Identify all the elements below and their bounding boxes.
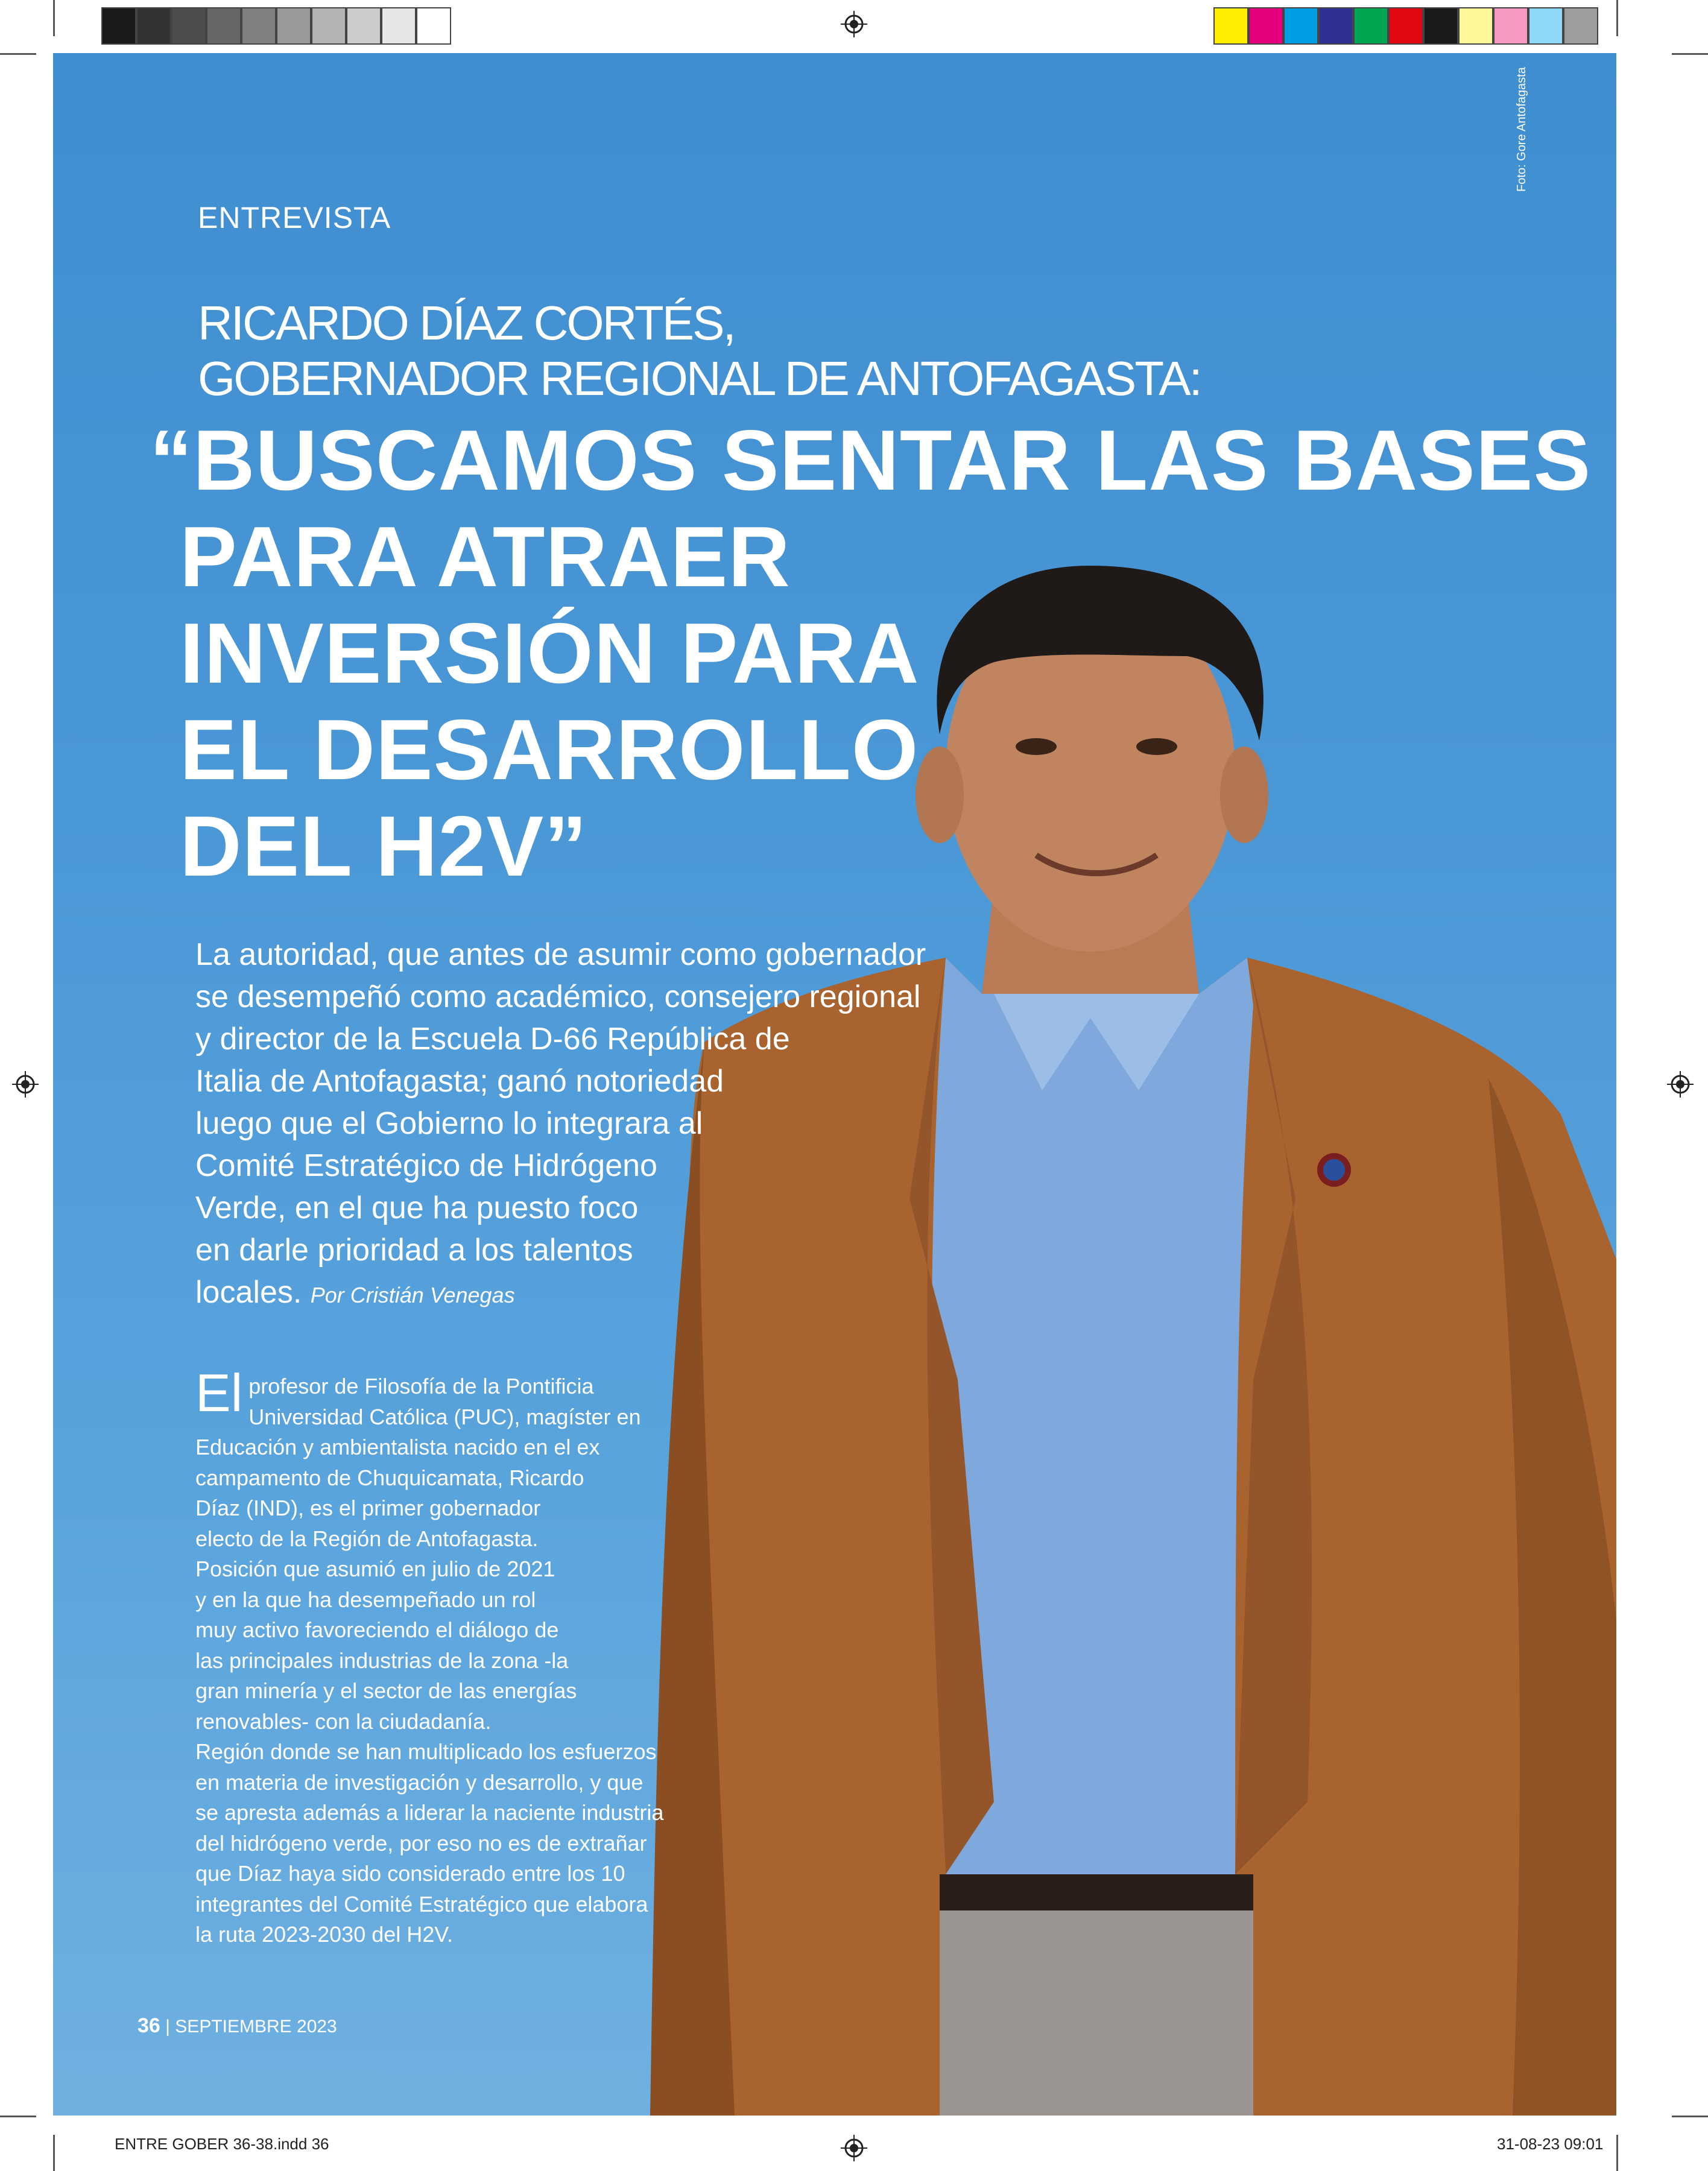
interviewee-title: GOBERNADOR REGIONAL DE ANTOFAGASTA:: [198, 352, 1201, 405]
lead-line: en darle prioridad a los talentos: [195, 1233, 633, 1268]
crop-mark: [1672, 53, 1708, 55]
headline-line: EL DESARROLLO: [180, 702, 919, 798]
body-line: Región donde se han multiplicado los esfuerzos: [195, 1739, 657, 1764]
color-swatch: [346, 7, 381, 45]
body-line: Díaz (IND), es el primer gobernador: [195, 1496, 541, 1520]
body-line: y en la que ha desempeñado un rol: [195, 1587, 536, 1612]
color-swatch: [1528, 7, 1563, 45]
lead-line: se desempeñó como académico, consejero regional: [195, 979, 921, 1014]
body-line: profesor de Filosofía de la Pontificia: [248, 1374, 594, 1398]
lead-line: Comité Estratégico de Hidrógeno: [195, 1148, 657, 1183]
color-swatch: [101, 7, 136, 45]
lead-line-text: locales.: [195, 1275, 302, 1310]
color-swatch: [136, 7, 171, 45]
color-swatch: [206, 7, 241, 45]
photo-credit: Foto: Gore Antofagasta: [1515, 67, 1528, 192]
crop-mark: [53, 2135, 55, 2171]
byline: Por Cristián Venegas: [310, 1283, 515, 1307]
color-swatch: [1318, 7, 1353, 45]
color-swatch: [1423, 7, 1458, 45]
body-line: la ruta 2023-2030 del H2V.: [195, 1922, 453, 1947]
color-swatch: [171, 7, 206, 45]
lead-line: Verde, en el que ha puesto foco: [195, 1190, 639, 1225]
registration-mark-icon: [12, 1071, 39, 1098]
headline-line: INVERSIÓN PARA: [180, 605, 920, 701]
lead-line: Italia de Antofagasta; ganó notoriedad: [195, 1064, 724, 1099]
body-line: campamento de Chuquicamata, Ricardo: [195, 1465, 584, 1490]
crop-mark: [1616, 0, 1618, 36]
registration-mark-icon: [1667, 1071, 1694, 1098]
registration-mark-icon: [841, 2135, 867, 2161]
body-line: muy activo favoreciendo el diálogo de: [195, 1617, 559, 1642]
lead-line: La autoridad, que antes de asumir como gobernador: [195, 937, 926, 972]
file-slug: ENTRE GOBER 36-38.indd 36: [115, 2135, 329, 2153]
color-swatch: [1283, 7, 1318, 45]
section-label: ENTREVISTA: [198, 201, 391, 235]
color-swatch: [1213, 7, 1248, 45]
body-text: [195, 1363, 732, 1950]
page-folio: 36 | SEPTIEMBRE 2023: [138, 2014, 337, 2037]
print-timestamp: 31-08-23 09:01: [1497, 2135, 1604, 2153]
color-swatch: [1493, 7, 1528, 45]
crop-mark: [0, 2116, 36, 2117]
registration-mark-icon: [841, 11, 867, 37]
body-line: del hidrógeno verde, por eso no es de extrañar: [195, 1830, 647, 1856]
crop-mark: [1616, 2135, 1618, 2171]
headline-line: “BUSCAMOS SENTAR LAS BASES: [150, 412, 1592, 508]
headline-line: PARA ATRAER: [180, 509, 791, 605]
body-line: que Díaz haya sido considerado entre los 10: [195, 1861, 625, 1886]
color-swatch-strip: [1213, 7, 1598, 47]
lead-line-last: [195, 1271, 1022, 1316]
lead-line: luego que el Gobierno lo integrara al: [195, 1106, 703, 1141]
color-swatch: [381, 7, 416, 45]
color-swatch: [1563, 7, 1598, 45]
color-swatch: [241, 7, 276, 45]
color-swatch: [311, 7, 346, 45]
body-line: electo de la Región de Antofagasta.: [195, 1526, 539, 1551]
color-swatch: [1353, 7, 1388, 45]
body-line: en materia de investigación y desarrollo, y que: [195, 1769, 644, 1795]
headline: [150, 412, 1592, 895]
body-line: integrantes del Comité Estratégico que elabora: [195, 1891, 648, 1917]
page-number: 36: [138, 2014, 160, 2037]
body-line: Posición que asumió en julio de 2021: [195, 1556, 555, 1581]
color-swatch: [276, 7, 311, 45]
headline-line: DEL H2V”: [180, 798, 588, 894]
magazine-page: [53, 53, 1616, 2116]
body-line: renovables- con la ciudadanía.: [195, 1708, 492, 1734]
color-swatch: [1388, 7, 1423, 45]
body-line: se apresta además a liderar la naciente industria: [195, 1800, 664, 1825]
interviewee-name: RICARDO DÍAZ CORTÉS,: [198, 296, 735, 350]
color-swatch: [416, 7, 451, 45]
color-swatch: [1248, 7, 1283, 45]
drop-cap: El: [195, 1363, 243, 1423]
crop-mark: [0, 53, 36, 55]
crop-mark: [53, 0, 55, 36]
color-swatch: [1458, 7, 1493, 45]
body-line: las principales industrias de la zona -la: [195, 1648, 569, 1673]
lead-line: y director de la Escuela D-66 República de: [195, 1022, 790, 1057]
gray-swatch-strip: [101, 7, 451, 47]
issue-date: SEPTIEMBRE 2023: [175, 2017, 337, 2037]
body-line: Universidad Católica (PUC), magíster en: [248, 1404, 641, 1429]
body-line: Educación y ambientalista nacido en el ex: [195, 1435, 600, 1459]
lead-paragraph: [195, 934, 1022, 1316]
body-line: gran minería y el sector de las energías: [195, 1678, 577, 1703]
crop-mark: [1672, 2116, 1708, 2117]
